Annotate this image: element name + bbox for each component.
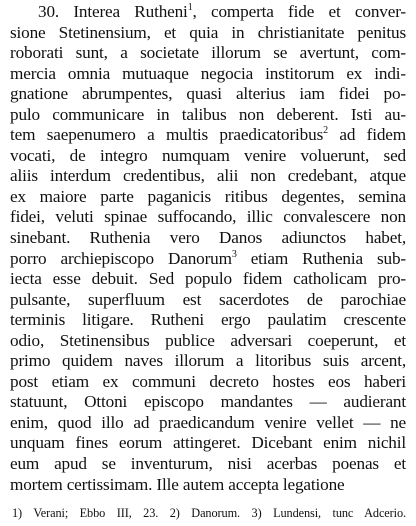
text-line xyxy=(10,43,406,64)
text-line xyxy=(10,105,406,126)
line-text: aliis interdum credentibus, alii non credebant, atque xyxy=(10,166,406,186)
line-text: roborati sunt, a societate illorum se avertunt, com- xyxy=(10,43,406,63)
footnotes: 1) Verani; Ebbo III, 23. 2) Danorum. 3) Lundensi, tunc Adcerio. xyxy=(12,506,406,520)
line-text: odio, Stetinensibus publice adversari coeperunt, et xyxy=(10,330,406,350)
text-line xyxy=(10,2,406,23)
text-line xyxy=(10,249,406,270)
line-text: pulo communicare in talibus non deberent. Isti au- xyxy=(10,104,406,124)
line-text: unquam fines eorum attingeret. Dicebant enim nichil xyxy=(10,433,406,453)
line-text: fidei, veluti spinae suffocando, illic convalescere non xyxy=(10,207,406,227)
body-text xyxy=(10,2,406,495)
line-text: ad fidem xyxy=(327,125,406,145)
text-line xyxy=(10,23,406,44)
text-line xyxy=(10,187,406,208)
line-text: sinebant. Ruthenia vero Danos adiunctos habet, xyxy=(10,228,406,248)
line-text: eum apud se inventurum, nisi acerbas poenas et xyxy=(10,454,406,474)
line-text: vocati, de integro numquam venire voluerunt, sed xyxy=(10,145,406,165)
line-text: enim, quod illo ad praedicandum venire vellet — ne xyxy=(10,412,406,432)
line-text: , comperta fide et conver- xyxy=(192,2,406,21)
text-line xyxy=(10,454,406,475)
line-text: terminis litigare. Rutheni ergo paulatim crescente xyxy=(10,310,406,330)
footnote-marker: 1 xyxy=(187,2,193,13)
text-line xyxy=(10,392,406,413)
footnote-marker: 2 xyxy=(323,125,328,137)
text-line xyxy=(10,269,406,290)
line-text: etiam Ruthenia sub- xyxy=(236,248,406,268)
text-line xyxy=(10,372,406,393)
text-line xyxy=(10,290,406,311)
text-line xyxy=(10,310,406,331)
line-text: gnatione abrumpentes, quasi alterius iam fidei po- xyxy=(10,84,406,104)
text-line xyxy=(10,125,406,146)
line-text: mortem certissimam. Ille autem accepta legatione xyxy=(10,474,345,494)
line-text: ex maiore parte paganicis ritibus degentes, semina xyxy=(10,186,406,206)
line-text: 30. Interea Rutheni xyxy=(38,2,188,21)
line-text: post etiam ex communi decreto hostes eos haberi xyxy=(10,371,406,391)
footnote-marker: 3 xyxy=(231,248,237,260)
text-line xyxy=(10,207,406,228)
text-line xyxy=(10,331,406,352)
line-text: statuunt, Ottoni episcopo mandantes — audierant xyxy=(10,392,406,412)
text-line xyxy=(10,64,406,85)
text-line xyxy=(10,146,406,167)
line-text: tem saepenumero a multis praedicatoribus xyxy=(10,125,324,145)
text-line xyxy=(10,413,406,434)
line-text: porro archiepiscopo Danorum xyxy=(10,248,232,268)
text-line xyxy=(10,475,406,496)
text-line xyxy=(10,84,406,105)
text-line xyxy=(10,228,406,249)
line-text: primo quidem naves illorum a litoribus suis arcent, xyxy=(10,351,406,371)
line-text: iecta esse debuit. Sed populo fidem catholicam pro- xyxy=(10,269,406,289)
line-text: pulsante, superfluum est sacerdotes de parochiae xyxy=(10,289,406,309)
text-line xyxy=(10,166,406,187)
line-text: sione Stetinensium, et quia in christianitate penitus xyxy=(10,22,406,42)
line-text: mercia omnia mutuaque negocia institorum ex indi- xyxy=(10,63,406,83)
text-line xyxy=(10,433,406,454)
text-line xyxy=(10,351,406,372)
